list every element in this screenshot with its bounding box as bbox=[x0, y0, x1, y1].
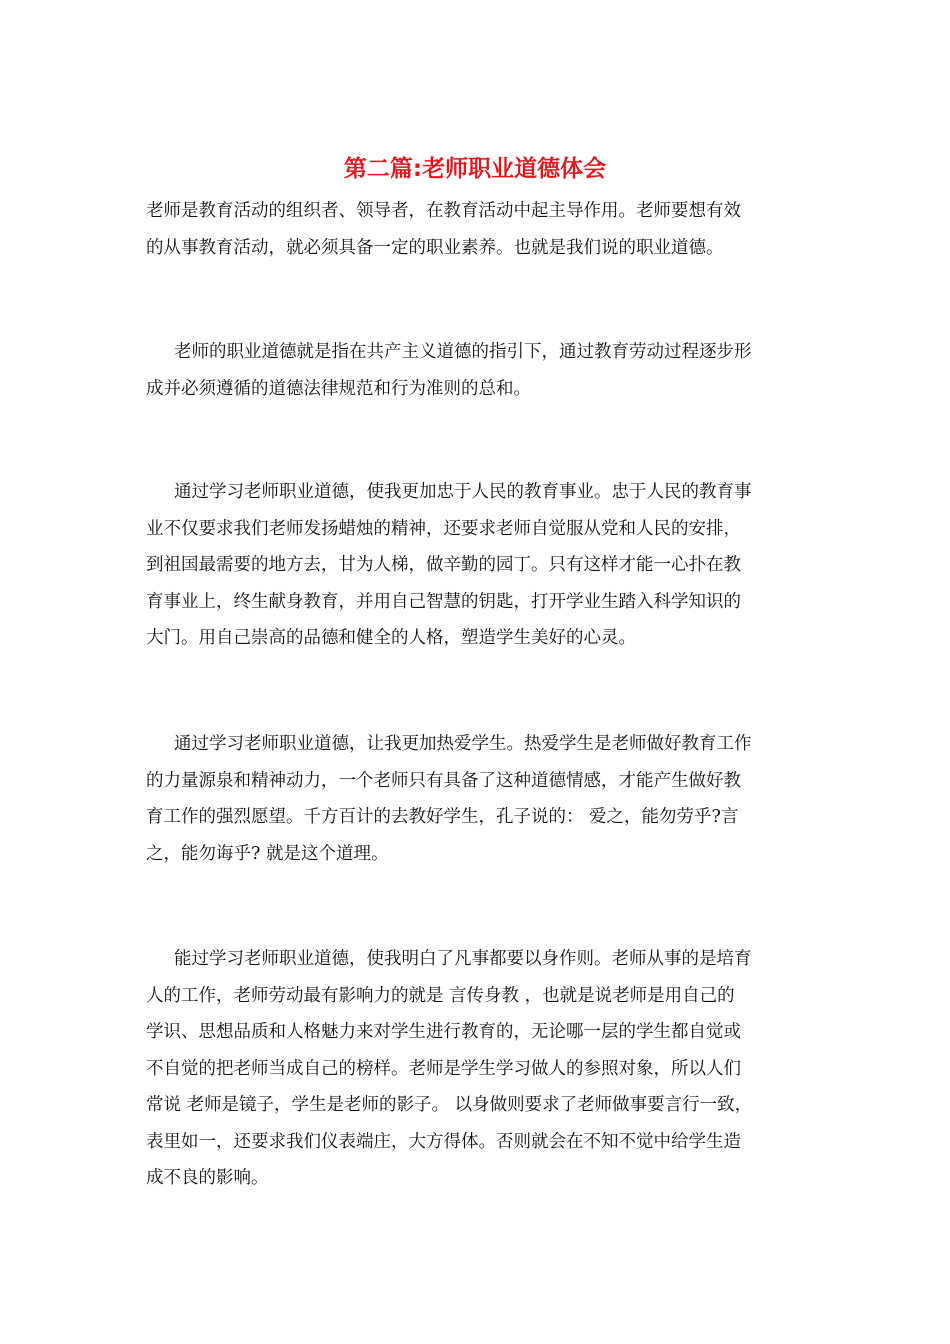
paragraph-line: 学识、思想品质和人格魅力来对学生进行教育的，无论哪一层的学生都自觉或 bbox=[146, 1022, 741, 1042]
paragraph-line: 不自觉的把老师当成自己的榜样。老师是学生学习做人的参照对象，所以人们 bbox=[146, 1058, 741, 1079]
paragraph-line: 通过学习老师职业道德，让我更加热爱学生。热爱学生是老师做好教育工作 bbox=[174, 734, 752, 754]
paragraph-2 bbox=[146, 334, 806, 407]
paragraph-line: 大门。用自己崇高的品德和健全的人格，塑造学生美好的心灵。 bbox=[146, 628, 636, 648]
paragraph-line: 业不仅要求我们老师发扬蜡烛的精神，还要求老师自觉服从党和人民的安排， bbox=[146, 518, 741, 539]
paragraph-line: 人的工作，老师劳动最有影响力的就是 言传身教 ，也就是说老师是用自己的 bbox=[146, 985, 735, 1006]
paragraph-line: 能过学习老师职业道德，使我明白了凡事都要以身作则。老师从事的是培育 bbox=[174, 949, 752, 969]
paragraph-line: 的从事教育活动，就必须具备一定的职业素养。也就是我们说的职业道德。 bbox=[146, 237, 724, 258]
paragraph-line: 育工作的强烈愿望。千方百计的去教好学生，孔子说的： 爱之，能勿劳乎?言 bbox=[146, 807, 739, 827]
paragraph-line: 表里如一，还要求我们仪表端庄，大方得体。否则就会在不知不觉中给学生造 bbox=[146, 1131, 741, 1152]
paragraph-line: 育事业上，终生献身教育，并用自己智慧的钥匙，打开学业生踏入科学知识的 bbox=[146, 591, 741, 612]
paragraph-line: 常说 老师是镜子，学生是老师的影子。 以身做则要求了老师做事要言行一致， bbox=[146, 1095, 753, 1115]
paragraph-line: 成不良的影响。 bbox=[146, 1168, 269, 1188]
paragraph-line: 老师是教育活动的组织者、领导者，在教育活动中起主导作用。老师要想有效 bbox=[146, 201, 741, 221]
paragraph-line: 老师的职业道德就是指在共产主义道德的指引下，通过教育劳动过程逐步形 bbox=[174, 342, 752, 362]
document-title: 第二篇:老师职业道德体会 bbox=[343, 156, 607, 182]
paragraph-3 bbox=[146, 474, 806, 657]
paragraph-line: 之，能勿诲乎? 就是这个道理。 bbox=[146, 843, 389, 864]
paragraph-line: 通过学习老师职业道德，使我更加忠于人民的教育事业。忠于人民的教育事 bbox=[174, 482, 752, 502]
paragraph-5 bbox=[146, 941, 806, 1197]
paragraph-line: 成并必须遵循的道德法律规范和行为准则的总和。 bbox=[146, 378, 531, 399]
paragraph-line: 到祖国最需要的地方去，甘为人梯，做辛勤的园丁。只有这样才能一心扑在教 bbox=[146, 555, 741, 575]
paragraph-1 bbox=[146, 193, 806, 266]
paragraph-4 bbox=[146, 726, 806, 872]
paragraph-line: 的力量源泉和精神动力，一个老师只有具备了这种道德情感，才能产生做好教 bbox=[146, 770, 741, 791]
